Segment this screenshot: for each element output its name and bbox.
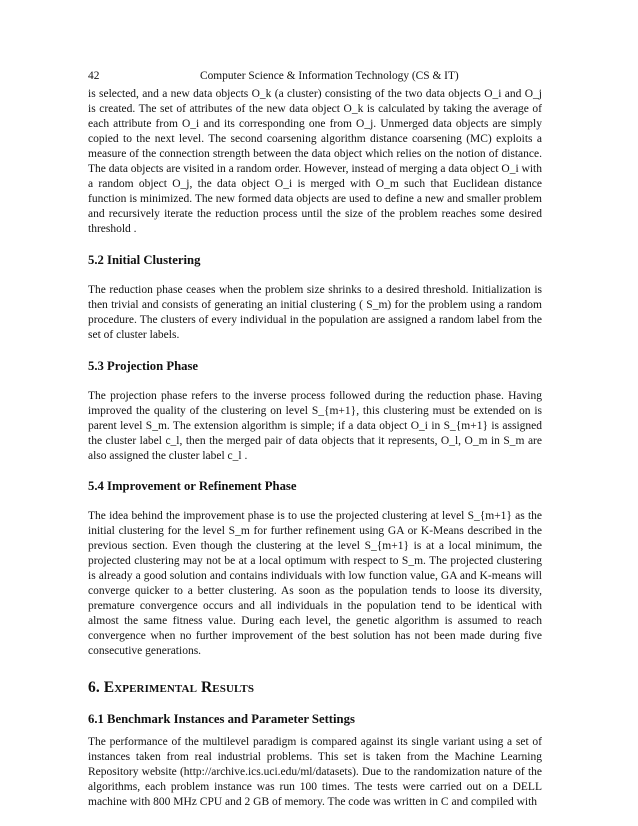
intro-paragraph: is selected, and a new data objects O_k (a cluster) consisting of the two data objects O_i and O_j is created. The set of attributes of the new data object O_k is calculated by taking the average of each attribute from O_i and its corresponding one from O_j. Unmerged data objects are simply copied to the next level. The second coarsening algorithm distance coarsening (MC) exploits a measure of the connection strength between the data object which relies on the notion of distance. The data objects are visited in a random order. However, instead of merging a data object O_i with a random object O_j, the data object O_i is merged with O_m such that Euclidean distance function is minimized. The new formed data objects are used to define a new and smaller problem and recursively iterate the reduction process until the size of the problem reaches some desired threshold . — [88, 88, 542, 235]
section-heading-5-2: 5.2 Initial Clustering — [88, 253, 201, 267]
section-5-4-paragraph: The idea behind the improvement phase is to use the projected clustering at level S_{m+1} as the initial clustering for the level S_m for further refinement using GA or K-Means described in the previous section. Even though the clustering at the level S_{m+1} is at a local minimum, the projected clustering may not be at a local optimum with respect to S_m. The projected clustering is already a good solution and contains individuals with low function value, GA and K-means will converge quicker to a better clustering. As soon as the population tends to loose its diversity, premature convergence occurs and all individuals in the population tend to be identical with almost the same fitness value. During each level, the genetic algorithm is assumed to reach convergence when no further improvement of the best solution has not been made during five consecutive generations. — [88, 510, 542, 657]
section-heading-6: 6. Experimental Results — [88, 679, 255, 696]
section-5-3-paragraph: The projection phase refers to the inverse process followed during the reduction phase. Having improved the quality of the clustering on level S_{m+1}, this clustering must be extended on is parent level S_m. The extension algorithm is simple; if a data object O_i in S_{m+1} is assigned the cluster label c_l, then the merged pair of data objects that it represents, O_l, O_m in S_m are also assigned the cluster label c_l . — [88, 390, 542, 462]
section-heading-5-4: 5.4 Improvement or Refinement Phase — [88, 479, 297, 493]
section-5-2-paragraph: The reduction phase ceases when the problem size shrinks to a desired threshold. Initialization is then trivial and consists of generating an initial clustering ( S_m) for the problem using a random procedure. The clusters of every individual in the population are assigned a random label from the set of cluster labels. — [88, 284, 542, 341]
running-title: Computer Science & Information Technology (CS & IT) — [200, 70, 459, 82]
section-heading-6-1: 6.1 Benchmark Instances and Parameter Settings — [88, 712, 355, 726]
section-6-1-paragraph: The performance of the multilevel paradigm is compared against its single variant using a set of instances taken from real industrial problems. This set is taken from the Machine Learning Repository website (http://archive.ics.uci.edu/ml/datasets). Due to the randomization nature of the algorithms, each problem instance was run 100 times. The tests were carried out on a DELL machine with 800 MHz CPU and 2 GB of memory. The code was written in C and compiled with — [88, 736, 542, 808]
page-content — [88, 87, 542, 810]
page-number: 42 — [88, 70, 100, 82]
section-heading-5-3: 5.3 Projection Phase — [88, 359, 199, 373]
